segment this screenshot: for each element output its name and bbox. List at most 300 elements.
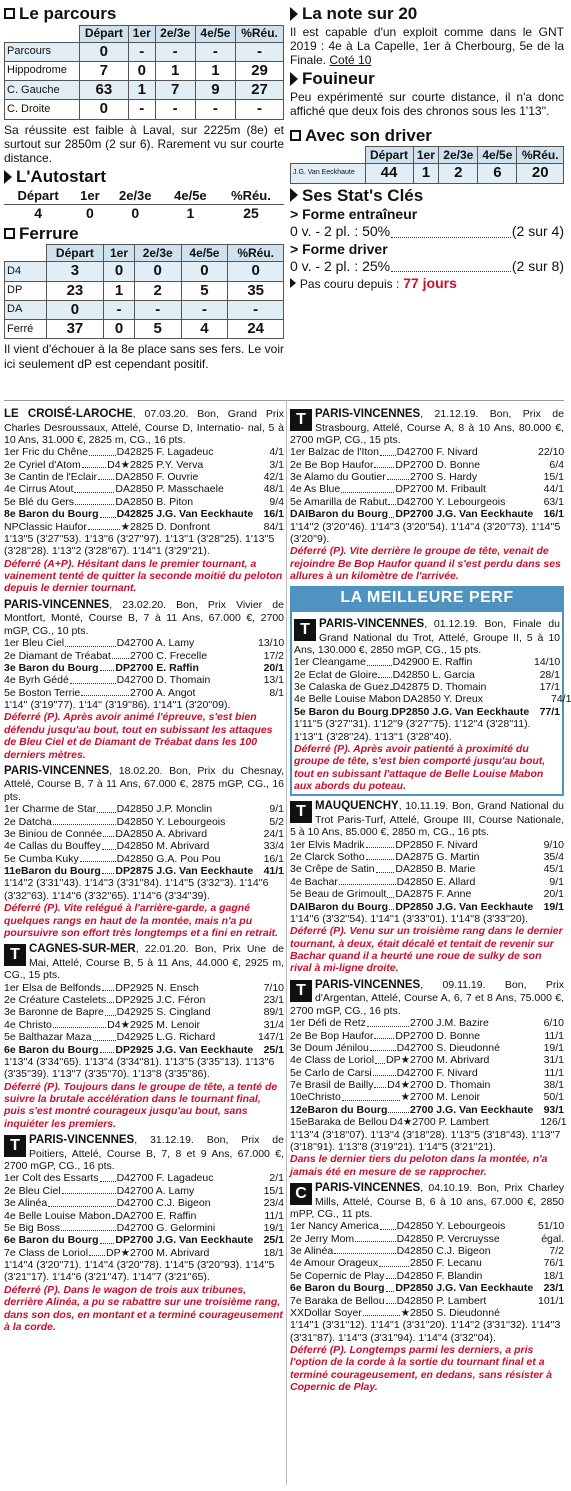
driver-distance: 2925 L.G. Richard bbox=[130, 1031, 216, 1044]
dot-leader bbox=[376, 863, 395, 872]
checkbox-square-icon bbox=[4, 228, 15, 239]
odds: 44/1 bbox=[543, 483, 564, 496]
dot-leader bbox=[100, 1044, 115, 1053]
table-cell: - bbox=[236, 100, 284, 119]
odds: 9/1 bbox=[549, 875, 564, 888]
column-header: %Réu. bbox=[517, 147, 564, 164]
table-cell: 44 bbox=[365, 164, 413, 183]
dot-leader bbox=[80, 853, 116, 862]
horse-shoeing: D4 bbox=[396, 446, 410, 459]
driver-distance: 2900 E. Raffin bbox=[406, 656, 473, 669]
odds: 45/1 bbox=[543, 863, 564, 876]
dot-leader bbox=[61, 1222, 116, 1231]
odds: 20/1 bbox=[543, 888, 564, 901]
table-cell: 1 bbox=[104, 281, 135, 300]
table-cell: 0 bbox=[79, 100, 128, 119]
horse-shoeing: DP bbox=[395, 1282, 410, 1295]
table-cell: 1 bbox=[186, 204, 195, 221]
dot-leader bbox=[102, 982, 115, 991]
table-cell: 23 bbox=[46, 281, 103, 300]
dot-leader bbox=[390, 706, 391, 715]
table-row bbox=[5, 281, 284, 300]
odds: 31/4 bbox=[263, 1018, 284, 1031]
result-row bbox=[4, 496, 284, 508]
odds: 13/1 bbox=[263, 674, 284, 687]
race-venue: PARIS-VINCENNES bbox=[315, 1182, 421, 1195]
dot-leader bbox=[367, 1017, 409, 1026]
race-details: , 18.02.20. Bon, Prix du Chesnay, Attelé, Course B, 7 à 11 Ans, 67.000 €, 2875 mGP, CG., 16 pts. bbox=[4, 764, 284, 803]
horse-shoeing: D4 bbox=[116, 1031, 130, 1044]
horse-shoeing: DA bbox=[115, 1209, 130, 1222]
driver-distance: 2700 C.J. Bigeon bbox=[130, 1197, 211, 1210]
dot-leader bbox=[81, 687, 129, 696]
horse-shoeing: DP bbox=[395, 900, 410, 913]
horse-shoeing: D4 bbox=[396, 1066, 410, 1079]
stats-title: Ses Stat's Clés bbox=[290, 186, 564, 206]
odds: 23/1 bbox=[263, 994, 284, 1006]
horse-shoeing: DP bbox=[115, 865, 130, 878]
race-comment: Déferré (P). Longtemps parmi les derniers, a pris l'option de la corde à la sortie du tournant final et a terminé courageusement, en dedans, sans résister à Copernic de Play. bbox=[290, 1344, 553, 1394]
horse-name: 3e Baronne de Bapre bbox=[4, 1006, 104, 1019]
result-row bbox=[4, 521, 284, 533]
driver-distance: 2850 F. Ouvrie bbox=[130, 471, 199, 484]
race-venue: PARIS-VINCENNES bbox=[4, 598, 110, 611]
column-header: 2e/3e bbox=[439, 147, 478, 164]
odds: 35/4 bbox=[543, 851, 564, 864]
result-row bbox=[290, 851, 564, 863]
table-cell: 25 bbox=[243, 204, 259, 221]
table-cell: - bbox=[181, 300, 228, 319]
horse-name: 5e Copernic de Play bbox=[290, 1269, 385, 1282]
driver-distance: 2850 P. Lambert bbox=[410, 1294, 487, 1307]
arrow-icon bbox=[290, 188, 298, 202]
race-times: 1'13''4 (3'18''07). 1'13''4 (3'18''28). 1'13''5 (3'18''43). 1'13''7 (3'18''91). 1'13''8 (3'19''21). 1'14''5 (3'21''21). bbox=[290, 1128, 561, 1153]
table-cell: 27 bbox=[236, 81, 284, 100]
autostart-table bbox=[4, 188, 284, 222]
result-row bbox=[4, 803, 284, 815]
horse-name: 11eBaron du Bourg bbox=[4, 865, 101, 878]
horse-shoeing: ★ bbox=[400, 1091, 410, 1104]
table-cell: 63 bbox=[79, 81, 128, 100]
driver-distance: 2700 E. Raffin bbox=[130, 661, 199, 674]
table-cell: 0 bbox=[134, 262, 181, 281]
table-cell: 5 bbox=[181, 281, 228, 300]
left-column bbox=[4, 2, 284, 371]
horse-name: 4e Bachar bbox=[290, 875, 338, 888]
race-times: 1'11''5 (3'27''31). 1'12''9 (3'27''75). 1'12''4 (3'28''11). 1'13''1 (3'28''24). 1'13''1 (3'28''40). bbox=[294, 718, 531, 743]
column-header: 1er bbox=[104, 245, 135, 262]
result-row bbox=[4, 1247, 284, 1259]
column-header: %Réu. bbox=[218, 188, 284, 204]
horse-name: DAIBaron du Bourg bbox=[290, 900, 388, 913]
horse-name: 1er Défi de Retz bbox=[290, 1017, 366, 1030]
horse-name: 2e Bleu Ciel bbox=[4, 1184, 61, 1197]
horse-name: 1er Cleangame bbox=[294, 656, 366, 669]
horse-shoeing: ★ bbox=[120, 520, 130, 533]
table-cell: 2 bbox=[439, 164, 478, 183]
ferrure-text: Il vient d'échouer à la 8e place sans ses fers. Le voir ici seulement dP est cependant positif. bbox=[4, 342, 284, 371]
race-header bbox=[290, 408, 564, 446]
race-comment: Déferré (P). Vite derrière le groupe de tête, venait de rejoindre Be Bop Haufor quand il s'est perdu dans ses allures à un kilomètre de l'arrivée. bbox=[290, 545, 561, 583]
column-header: 2e/3e bbox=[134, 245, 181, 262]
row-label: Ferré bbox=[5, 320, 47, 339]
driver-distance: 2700 S. Dieudonné bbox=[410, 1041, 500, 1054]
track-badge-icon: T bbox=[290, 801, 312, 823]
table-cell: - bbox=[134, 300, 181, 319]
table-cell: - bbox=[155, 42, 195, 61]
horse-shoeing: D4 bbox=[396, 1294, 410, 1307]
table-cell: 37 bbox=[46, 320, 103, 339]
driver-distance: 2875 J.G. Van Eeckhaute bbox=[130, 865, 254, 878]
horse-shoeing: D4 bbox=[116, 815, 130, 828]
race-venue: LE CROISÉ-LAROCHE bbox=[4, 408, 133, 420]
odds: 5/2 bbox=[269, 815, 284, 828]
horse-name: 5e Big Boss bbox=[4, 1221, 61, 1234]
driver-distance: 2700 F. Nivard bbox=[410, 446, 478, 459]
odds: 16/1 bbox=[543, 508, 564, 521]
odds: 23/1 bbox=[543, 1282, 564, 1295]
race-comment: Déferré (A+P). Hésitant dans le premier tournant, a vainement tenté de quitter la seconde moitié du peloton depuis le dernier tournant. bbox=[4, 557, 283, 595]
driver-distance: 2700 M. Lenoir bbox=[410, 1091, 481, 1104]
horse-name: 4e Belle Louise Mabon bbox=[4, 1209, 111, 1222]
horse-name: 5e Blé du Gers bbox=[4, 495, 75, 508]
result-row bbox=[4, 483, 284, 495]
race-comment: Déferré (P). Venu sur un troisième rang dans le dernier tournant, à deux, était décalé et tentait de revenir sur Bachar quand il a heurté une roue de sulky de son rival à mi-ligne droite. bbox=[290, 925, 563, 975]
result-row bbox=[4, 1210, 284, 1222]
driver-distance: 2700 J.G. Van Eeckhaute bbox=[410, 508, 534, 521]
track-badge-icon: T bbox=[290, 409, 312, 431]
result-row bbox=[4, 1185, 284, 1197]
dot-leader bbox=[378, 669, 391, 678]
result-row bbox=[290, 839, 564, 851]
note-cote: Coté 10 bbox=[329, 52, 372, 67]
dot-leader bbox=[53, 1019, 106, 1028]
result-row bbox=[290, 1307, 564, 1319]
horse-name: 4e As Blue bbox=[290, 483, 341, 496]
dot-leader bbox=[339, 876, 396, 885]
horse-shoeing: DP bbox=[395, 1029, 410, 1042]
column-header: 1er bbox=[129, 25, 155, 42]
table-cell: - bbox=[104, 300, 135, 319]
table-cell: 0 bbox=[104, 320, 135, 339]
table-cell: 0 bbox=[228, 262, 284, 281]
dot-leader bbox=[366, 851, 395, 860]
dot-leader bbox=[100, 662, 115, 671]
dot-leader bbox=[82, 459, 106, 468]
result-row bbox=[4, 637, 284, 649]
table-cell: 0 bbox=[46, 300, 103, 319]
horse-name: NPClassic Haufor bbox=[4, 520, 87, 533]
horse-name: 3e Alinéa bbox=[4, 1197, 48, 1210]
table-cell: - bbox=[228, 300, 284, 319]
race-entry bbox=[4, 765, 284, 939]
horse-name: 2e Jerry Mom bbox=[290, 1232, 355, 1245]
track-badge-icon: T bbox=[290, 980, 312, 1002]
track-badge-icon: T bbox=[294, 619, 316, 641]
table-cell: 24 bbox=[228, 320, 284, 339]
horse-shoeing: D4 bbox=[116, 1006, 130, 1019]
table-cell: 7 bbox=[79, 61, 128, 80]
horse-name: 3e Alinéa bbox=[290, 1245, 334, 1258]
table-cell: 1 bbox=[155, 61, 195, 80]
dot-leader bbox=[341, 483, 394, 492]
driver-distance: 2925 J.G. Van Eeckhaute bbox=[130, 1043, 254, 1056]
horse-shoeing: DA bbox=[115, 827, 130, 840]
race-entry bbox=[4, 599, 284, 761]
dot-leader bbox=[74, 483, 114, 492]
column-header: Départ bbox=[79, 25, 128, 42]
odds: égal. bbox=[541, 1232, 564, 1245]
driver-distance: 2850 P. Vercruysse bbox=[410, 1232, 500, 1245]
odds: 19/1 bbox=[543, 900, 564, 913]
odds: 19/1 bbox=[263, 1221, 284, 1234]
odds: 17/1 bbox=[539, 681, 560, 694]
result-row bbox=[4, 1044, 284, 1056]
result-row bbox=[4, 865, 284, 877]
horse-shoeing: DP bbox=[115, 1043, 130, 1056]
odds: 25/1 bbox=[263, 1043, 284, 1056]
parcours-title: Le parcours bbox=[4, 4, 284, 24]
dot-leader bbox=[366, 839, 395, 848]
row-label: D4 bbox=[5, 262, 47, 281]
horse-shoeing: DP★ bbox=[386, 1054, 410, 1067]
horse-shoeing: DP bbox=[395, 458, 410, 471]
column-divider bbox=[286, 400, 287, 1485]
horse-shoeing: DA bbox=[395, 888, 410, 901]
horse-name: 5e Baron du Bourg bbox=[294, 705, 389, 718]
odds: 101/1 bbox=[538, 1294, 565, 1307]
driver-distance: 2700 J.G. Van Eeckhaute bbox=[410, 1103, 534, 1116]
race-details: , 09.11.19. Bon, Prix d'Argentan, Attelé, Course A, 6, 7 et 8 Ans, 75.000 €, 2700 mGP, CG., 16 pts. bbox=[290, 978, 564, 1017]
result-row bbox=[4, 853, 284, 865]
result-row bbox=[294, 669, 560, 681]
horse-shoeing: DA bbox=[395, 863, 410, 876]
driver-distance: 2700 P. Lambert bbox=[412, 1116, 489, 1129]
track-badge-icon: T bbox=[4, 944, 26, 966]
row-label: DA bbox=[5, 300, 47, 319]
odds bbox=[538, 1307, 564, 1319]
table-cell: 0 bbox=[129, 61, 155, 80]
dot-leader bbox=[112, 1210, 115, 1219]
result-row bbox=[290, 876, 564, 888]
result-row bbox=[4, 650, 284, 662]
odds: 2/1 bbox=[269, 1172, 284, 1185]
dot-leader bbox=[374, 1079, 386, 1088]
result-row bbox=[290, 1282, 564, 1294]
race-times: 1'14'' (3'19''77). 1'14'' (3'19''86). 1'14''1 (3'20''09). bbox=[4, 699, 231, 711]
table-cell: 4 bbox=[181, 320, 228, 339]
dot-leader bbox=[390, 681, 391, 690]
driver-distance: 2850 G.A. Pou Pou bbox=[130, 852, 221, 865]
horse-shoeing: D4 bbox=[392, 681, 406, 694]
odds: 16/1 bbox=[263, 508, 284, 521]
dot-leader bbox=[89, 1247, 105, 1256]
odds: 76/1 bbox=[543, 1257, 564, 1270]
result-row bbox=[290, 1017, 564, 1029]
column-header: %Réu. bbox=[228, 245, 284, 262]
odds: 24/1 bbox=[263, 827, 284, 840]
horse-name: 4e Amour Orageux bbox=[290, 1257, 379, 1270]
driver-distance: 2850 A. Abrivard bbox=[130, 827, 208, 840]
result-row bbox=[294, 681, 560, 693]
driver-distance: 2825 D. Donfront bbox=[130, 520, 210, 533]
table-cell: - bbox=[129, 42, 155, 61]
dot-leader bbox=[374, 1030, 394, 1039]
horse-name: 4e Cirrus Atout bbox=[4, 483, 74, 496]
result-row bbox=[4, 1019, 284, 1031]
dot-leader bbox=[98, 471, 114, 480]
race-entry bbox=[290, 408, 564, 582]
dot-leader bbox=[102, 865, 115, 874]
driver-distance: 2925 S. Cingland bbox=[130, 1006, 211, 1019]
race-times: 1'13''5 (3'27''53). 1'13''6 (3'27''97). 1'13''1 (3'28''25). 1'13''5 (3'28''28). 1'13''2 (3'28''67). 1'14''1 (3'29''21). bbox=[4, 532, 275, 558]
result-row bbox=[290, 459, 564, 471]
best-perf-banner: LA MEILLEURE PERF bbox=[290, 586, 564, 610]
column-header: 2e/3e bbox=[155, 25, 195, 42]
driver-distance: 2700 J.G. Van Eeckhaute bbox=[130, 1234, 254, 1247]
dot-leader bbox=[334, 1245, 395, 1254]
horse-shoeing: DA bbox=[402, 693, 418, 706]
horse-name: 1er Elvis Madrik bbox=[290, 838, 365, 851]
horse-name: 2e Eclat de Gloire bbox=[294, 668, 378, 681]
horse-name: 1er Colt des Essarts bbox=[4, 1172, 99, 1185]
table-cell: 0 bbox=[79, 42, 128, 61]
race-details: , 01.12.19. Bon, Finale du Grand National du Trot, Attelé, Groupe II, 5 à 10 Ans, 130.000 €, 2850 mGP, CG., 15 pts. bbox=[294, 617, 560, 656]
result-row bbox=[290, 1116, 567, 1129]
result-row bbox=[4, 662, 284, 674]
result-row bbox=[4, 1006, 284, 1018]
horse-shoeing: D4 bbox=[396, 495, 410, 508]
row-label: Parcours bbox=[5, 42, 80, 61]
race-venue: PARIS-VINCENNES bbox=[315, 978, 421, 991]
driver-distance: 2700 D. Thomain bbox=[410, 1079, 491, 1092]
driver-distance: 2700 Y. Lebourgeois bbox=[410, 495, 506, 508]
result-row bbox=[4, 1172, 284, 1184]
column-header: 4e/5e bbox=[181, 245, 228, 262]
horse-name: 2e Be Bop Haufor bbox=[290, 458, 374, 471]
odds: 126/1 bbox=[540, 1116, 567, 1129]
horse-shoeing: DA bbox=[395, 851, 410, 864]
ferrure-table bbox=[4, 244, 284, 339]
column-header: 4e/5e bbox=[478, 147, 517, 164]
driver-distance: 2925 N. Ensch bbox=[130, 981, 199, 994]
table-cell: 2 bbox=[134, 281, 181, 300]
horse-name: 15eBaraka de Bellou bbox=[290, 1116, 388, 1129]
dot-leader bbox=[387, 471, 409, 480]
table-cell: 29 bbox=[236, 61, 284, 80]
horse-name: 7e Brasil de Bailly bbox=[290, 1079, 374, 1092]
horse-name: 4e Byrh Gédé bbox=[4, 674, 69, 687]
driver-distance: 2850 B. Marie bbox=[410, 863, 476, 876]
odds: 15/1 bbox=[263, 1184, 284, 1197]
stats-driver-label: > Forme driver bbox=[290, 240, 388, 257]
result-row bbox=[290, 446, 564, 458]
race-header bbox=[290, 979, 564, 1017]
horse-shoeing: D4★ bbox=[389, 1116, 413, 1129]
driver-distance: 2850 F. Lecanu bbox=[410, 1257, 482, 1270]
horse-name: 3e Biniou de Connée bbox=[4, 827, 103, 840]
table-cell: 0 bbox=[86, 204, 94, 221]
horse-name: DAIBaron du Bourg bbox=[290, 508, 388, 521]
driver-distance: 2850 C.J. Bigeon bbox=[410, 1245, 491, 1258]
horse-name: 3e Baron du Bourg bbox=[4, 661, 99, 674]
dot-leader bbox=[363, 1307, 400, 1316]
race-venue: PARIS-VINCENNES bbox=[319, 617, 425, 630]
dot-leader bbox=[100, 1172, 116, 1181]
odds: 84/1 bbox=[263, 520, 284, 533]
horse-shoeing: D4 bbox=[396, 875, 410, 888]
odds: 9/4 bbox=[269, 495, 284, 508]
horse-name: 7e Class de Loriol bbox=[4, 1246, 89, 1259]
horse-name: 1er Fric du Chêne bbox=[4, 446, 89, 459]
column-header: Départ bbox=[365, 147, 413, 164]
horse-name: 5e Beau de Grimoult bbox=[290, 888, 387, 901]
race-times: 1'14''2 (3'31''43). 1'14''3 (3'31''84). 1'14''5 (3'32''3). 1'14''6 (3'32''63). 1'14''6 (3'32''65). 1'14''6 (3'34''39). bbox=[4, 877, 269, 902]
race-header bbox=[4, 1134, 284, 1172]
horse-shoeing: DP bbox=[115, 1234, 130, 1247]
dot-leader bbox=[355, 1233, 395, 1242]
column-header: %Réu. bbox=[236, 25, 284, 42]
dot-leader bbox=[103, 828, 114, 837]
horse-shoeing: D4 bbox=[392, 656, 406, 669]
result-row bbox=[4, 1197, 284, 1209]
result-row bbox=[4, 828, 284, 840]
result-row bbox=[290, 1042, 564, 1054]
result-row bbox=[4, 1031, 284, 1043]
race-header bbox=[4, 408, 284, 446]
odds: 8/1 bbox=[269, 686, 284, 699]
driver-distance: 2700 E. Raffin bbox=[130, 1209, 197, 1222]
result-row bbox=[4, 459, 284, 471]
stats-pas-couru: Pas couru depuis : 77 jours bbox=[290, 275, 564, 293]
horse-shoeing: D4 bbox=[116, 1172, 130, 1185]
driver-distance: 2850 E. Allard bbox=[410, 875, 476, 888]
horse-shoeing: D4 bbox=[116, 1197, 130, 1210]
odds: 22/10 bbox=[538, 446, 565, 459]
races-right bbox=[290, 404, 571, 1394]
horse-name: 4e Callas du Bouffey bbox=[4, 840, 101, 853]
odds: 23/4 bbox=[263, 1197, 284, 1210]
dot-leader bbox=[107, 994, 114, 1003]
race-details: , 21.12.19. Bon, Prix de Strasbourg, Attelé, Course A, 8 à 10 Ans, 80.000 €, 2700 mGP, CG., 15 pts. bbox=[290, 408, 564, 446]
result-row bbox=[4, 674, 284, 686]
race-comment: Déferré (P). Après avoir patienté à proximité du groupe de tête, s'est bien comporté jusqu'au bout, tout en subissant l'attaque de Belle Louise Mabon aux abords du poteau. bbox=[294, 742, 546, 793]
autostart-title: L'Autostart bbox=[4, 167, 284, 187]
dot-leader bbox=[62, 1185, 116, 1194]
odds: 18/1 bbox=[543, 1269, 564, 1282]
horse-name: 1er Balzac de l'Iton bbox=[290, 446, 379, 459]
race-comment: Déferré (P). Vite relégué à l'arrière-garde, a gagné quelques rangs en haut de la montée, mais n'a pu poursuivre son effort très longtemps et a fini en retrait. bbox=[4, 902, 279, 939]
horse-shoeing: D4 bbox=[116, 637, 130, 650]
horse-shoeing: DP★ bbox=[106, 1246, 130, 1259]
horse-shoeing: D4 bbox=[396, 1269, 410, 1282]
row-label: DP bbox=[5, 281, 47, 300]
odds: 11/1 bbox=[264, 1209, 284, 1222]
dot-leader bbox=[379, 1257, 409, 1266]
driver-distance: 2850 J.G. Van Eeckhaute bbox=[410, 1282, 534, 1295]
odds: 11/1 bbox=[544, 1029, 564, 1042]
race-header bbox=[290, 800, 564, 838]
driver-distance: 2850 L. Garcia bbox=[406, 668, 475, 681]
driver-distance: 2700 S. Hardy bbox=[410, 471, 478, 484]
stats-driver-line: 0 v. - 2 pl. : 25% (2 sur 8) bbox=[290, 257, 564, 274]
race-venue: PARIS-VINCENNES bbox=[4, 764, 110, 777]
race-venue: MAUQUENCHY bbox=[315, 800, 399, 813]
race-details: , 22.01.20. Bon, Prix Une de Mai, Attelé, Course B, 5 à 11 Ans, 44.000 €, 2925 m, CG., 15 pts. bbox=[4, 943, 284, 982]
driver-distance: 2850 J.G. Van Eeckhaute bbox=[410, 900, 534, 913]
arrow-icon bbox=[4, 170, 12, 184]
note-title: La note sur 20 bbox=[290, 4, 564, 24]
